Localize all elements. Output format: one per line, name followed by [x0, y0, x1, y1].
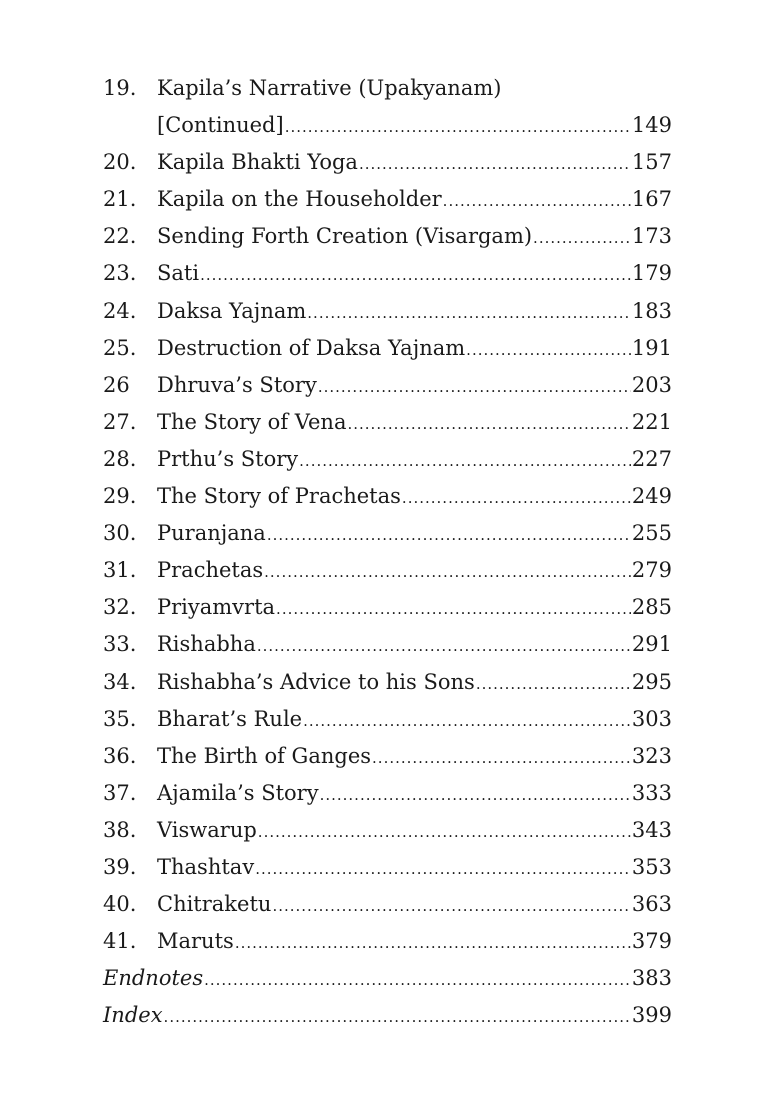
entry-number: 36.	[103, 743, 137, 768]
toc-entry	[103, 181, 672, 218]
dot-leader	[267, 517, 631, 554]
entry-number: 23.	[103, 261, 137, 286]
entry-title: Thashtav	[157, 854, 255, 879]
entry-title: Kapila’s Narrative (Upakyanam)	[157, 76, 502, 100]
entry-number: 19.	[103, 76, 137, 100]
entry-page: 333	[631, 780, 672, 805]
entry-number: 29.	[103, 484, 137, 509]
entry-page: 179	[631, 261, 672, 286]
entry-title: Prthu’s Story	[157, 446, 299, 471]
entry-page: 323	[631, 743, 672, 768]
dot-leader	[276, 591, 631, 628]
toc-entry	[103, 404, 672, 441]
entry-page: 249	[631, 484, 672, 509]
entry-number: 28.	[103, 446, 137, 471]
entry-number: 31.	[103, 558, 137, 583]
entry-page: 303	[631, 706, 672, 731]
entry-number: 32.	[103, 595, 137, 620]
entry-title: Bharat’s Rule	[157, 706, 303, 731]
entry-title: Kapila on the Householder	[157, 187, 442, 212]
entry-title: Priyamvrta	[157, 595, 276, 620]
dot-leader	[164, 999, 631, 1036]
dot-leader	[347, 406, 630, 443]
toc-entry	[103, 849, 672, 886]
entry-title: The Story of Vena	[157, 409, 347, 434]
entry-title: Sati	[157, 261, 200, 286]
entry-title: Ajamila’s Story	[157, 780, 319, 805]
entry-page: 157	[631, 150, 672, 175]
dot-leader	[204, 962, 631, 999]
toc-entry	[103, 701, 672, 738]
entry-number: 41.	[103, 929, 137, 954]
entry-title: Prachetas	[157, 558, 264, 583]
entry-page: 279	[631, 558, 672, 583]
entry-page: 379	[631, 929, 672, 954]
table-of-contents	[103, 70, 672, 1034]
entry-title: Kapila Bhakti Yoga	[157, 150, 358, 175]
toc-entry	[103, 144, 672, 181]
entry-page: 191	[631, 335, 672, 360]
dot-leader	[402, 480, 631, 517]
toc-entry	[103, 218, 672, 255]
entry-title-continued: [Continued]	[157, 113, 284, 138]
entry-number: 39.	[103, 854, 137, 879]
dot-leader	[299, 443, 631, 480]
entry-number: 33.	[103, 632, 137, 657]
toc-entry	[103, 367, 672, 404]
back-matter-page: 383	[631, 966, 672, 991]
entry-number: 30.	[103, 521, 137, 546]
entry-number: 21.	[103, 187, 137, 212]
entry-title: The Birth of Ganges	[157, 743, 372, 768]
entry-number: 37.	[103, 780, 137, 805]
dot-leader	[320, 777, 631, 814]
toc-entry	[103, 923, 672, 960]
entry-page: 295	[631, 669, 672, 694]
toc-entry	[103, 664, 672, 701]
dot-leader	[372, 740, 631, 777]
dot-leader	[307, 295, 631, 332]
entry-number: 38.	[103, 817, 137, 842]
entry-number: 25.	[103, 335, 137, 360]
entry-title: Destruction of Daksa Yajnam	[157, 335, 466, 360]
entry-page: 167	[631, 187, 672, 212]
toc-entry	[103, 886, 672, 923]
entry-page: 363	[631, 892, 672, 917]
dot-leader	[443, 183, 631, 220]
toc-entry	[103, 552, 672, 589]
entry-number: 34.	[103, 669, 137, 694]
dot-leader	[255, 851, 631, 888]
back-matter-page: 399	[631, 1003, 672, 1028]
toc-entry	[103, 515, 672, 552]
entry-page: 203	[631, 372, 672, 397]
dot-leader	[359, 146, 631, 183]
dot-leader	[533, 220, 631, 257]
toc-entry	[103, 478, 672, 515]
toc-entry	[103, 293, 672, 330]
entry-number: 20.	[103, 150, 137, 175]
toc-entry	[103, 812, 672, 849]
entry-title: Rishabha	[157, 632, 256, 657]
toc-entry	[103, 330, 672, 367]
toc-back-matter	[103, 997, 672, 1034]
entry-title: Dhruva’s Story	[157, 372, 317, 397]
toc-entry	[103, 626, 672, 663]
back-matter-title: Endnotes	[103, 966, 204, 991]
toc-back-matter	[103, 960, 672, 997]
toc-entry	[103, 441, 672, 478]
entry-page: 173	[631, 224, 672, 249]
toc-entry	[103, 738, 672, 775]
entry-number: 35.	[103, 706, 137, 731]
entry-page: 221	[631, 409, 672, 434]
entry-title: Sending Forth Creation (Visargam)	[157, 224, 533, 249]
entry-title: Chitraketu	[157, 892, 272, 917]
entry-number: 40.	[103, 892, 137, 917]
toc-entry	[103, 775, 672, 812]
entry-number: 27.	[103, 409, 137, 434]
entry-number: 22.	[103, 224, 137, 249]
dot-leader	[303, 703, 631, 740]
entry-page: 291	[631, 632, 672, 657]
dot-leader	[272, 888, 630, 925]
entry-title: Daksa Yajnam	[157, 298, 307, 323]
dot-leader	[258, 814, 631, 851]
entry-page: 227	[631, 446, 672, 471]
toc-entry	[103, 255, 672, 292]
back-matter-title: Index	[103, 1003, 163, 1028]
dot-leader	[235, 925, 631, 962]
entry-page: 255	[631, 521, 672, 546]
entry-page: 183	[631, 298, 672, 323]
dot-leader	[285, 109, 631, 146]
entry-title: Rishabha’s Advice to his Sons	[157, 669, 475, 694]
dot-leader	[476, 666, 631, 703]
entry-title: The Story of Prachetas	[157, 484, 401, 509]
entry-title: Maruts	[157, 929, 234, 954]
toc-entry	[103, 589, 672, 626]
entry-page: 285	[631, 595, 672, 620]
entry-page: 343	[631, 817, 672, 842]
entry-number: 24.	[103, 298, 137, 323]
entry-number: 26	[103, 372, 130, 397]
dot-leader	[466, 332, 631, 369]
toc-entry	[103, 70, 672, 107]
toc-entry-continued	[103, 107, 672, 144]
dot-leader	[200, 257, 631, 294]
entry-page: 149	[631, 113, 672, 138]
entry-page: 353	[631, 854, 672, 879]
entry-title: Viswarup	[157, 817, 257, 842]
entry-title: Puranjana	[157, 521, 266, 546]
dot-leader	[264, 554, 631, 591]
dot-leader	[318, 369, 631, 406]
dot-leader	[257, 628, 631, 665]
